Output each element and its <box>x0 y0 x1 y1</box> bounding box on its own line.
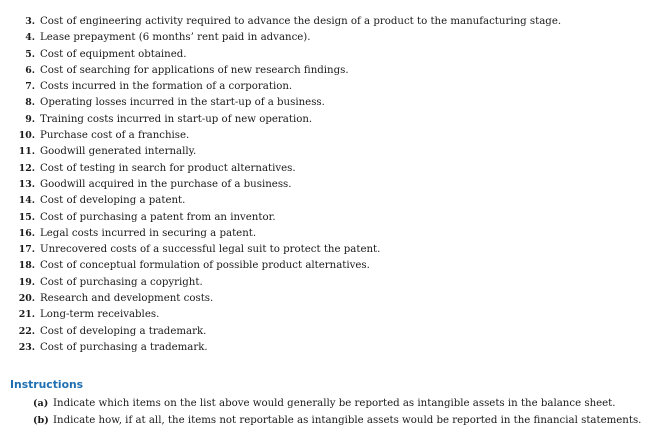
list-item <box>0 128 648 144</box>
item-text: Cost of searching for applications of new research findings. <box>40 64 349 76</box>
item-number: 10. <box>18 130 35 142</box>
list-item <box>0 95 648 111</box>
item-number: 11. <box>18 146 35 158</box>
item-number: 12. <box>18 162 35 174</box>
instruction-label: (b) <box>33 415 49 426</box>
item-text: Cost of purchasing a copyright. <box>40 276 203 288</box>
instructions-list <box>0 395 648 429</box>
item-number: 5. <box>25 48 35 60</box>
item-number: 18. <box>18 260 35 272</box>
list-item <box>0 193 648 209</box>
item-text: Goodwill generated internally. <box>40 146 197 158</box>
item-text: Long-term receivables. <box>40 309 160 321</box>
instruction-item <box>0 412 648 429</box>
item-number: 4. <box>25 32 35 44</box>
item-text: Legal costs incurred in securing a patent. <box>40 227 257 239</box>
item-number: 14. <box>18 195 35 207</box>
instruction-item <box>0 395 648 412</box>
item-text: Lease prepayment (6 months’ rent paid in advance). <box>40 32 311 44</box>
item-text: Cost of developing a trademark. <box>40 325 207 337</box>
list-item <box>0 226 648 242</box>
item-number: 21. <box>18 309 35 321</box>
item-number: 7. <box>25 81 35 93</box>
list-item <box>0 112 648 128</box>
list-item <box>0 177 648 193</box>
list-item <box>0 47 648 63</box>
item-number: 23. <box>18 341 35 353</box>
item-number: 6. <box>25 64 35 76</box>
item-text: Cost of conceptual formulation of possible product alternatives. <box>40 260 370 272</box>
item-text: Cost of purchasing a patent from an inventor. <box>40 211 276 223</box>
item-number: 16. <box>18 227 35 239</box>
list-item <box>0 340 648 356</box>
item-number: 15. <box>18 211 35 223</box>
list-item <box>0 63 648 79</box>
instructions-heading: Instructions <box>10 378 84 391</box>
item-text: Research and development costs. <box>40 293 214 305</box>
instruction-text: Indicate how, if at all, the items not reportable as intangible assets would be reported in the financial statements. <box>53 415 642 426</box>
list-item <box>0 324 648 340</box>
list-item <box>0 242 648 258</box>
list-item <box>0 307 648 323</box>
item-number: 13. <box>18 178 35 190</box>
item-text: Goodwill acquired in the purchase of a business. <box>40 178 292 190</box>
item-text: Cost of purchasing a trademark. <box>40 341 208 353</box>
item-text: Cost of engineering activity required to advance the design of a product to the manufacturing stage. <box>40 16 562 27</box>
item-text: Costs incurred in the formation of a corporation. <box>40 81 293 93</box>
list-item <box>0 144 648 160</box>
item-text: Purchase cost of a franchise. <box>40 130 190 142</box>
list-item <box>0 161 648 177</box>
list-item <box>0 275 648 291</box>
list-item <box>0 291 648 307</box>
item-number: 8. <box>25 97 35 109</box>
item-number: 19. <box>18 276 35 288</box>
item-text: Cost of testing in search for product alternatives. <box>40 162 296 174</box>
list-item <box>0 258 648 274</box>
item-text: Operating losses incurred in the start-up of a business. <box>40 97 325 109</box>
item-number: 20. <box>18 293 35 305</box>
item-text: Unrecovered costs of a successful legal suit to protect the patent. <box>40 244 381 256</box>
items-list <box>0 14 648 356</box>
instruction-text: Indicate which items on the list above would generally be reported as intangible assets in the balance sheet. <box>53 398 616 409</box>
item-text: Cost of equipment obtained. <box>40 48 187 60</box>
item-number: 22. <box>18 325 35 337</box>
item-number: 17. <box>18 244 35 256</box>
item-text: Training costs incurred in start-up of new operation. <box>40 113 313 125</box>
list-item <box>0 30 648 46</box>
list-item <box>0 14 648 30</box>
list-item <box>0 79 648 95</box>
instruction-label: (a) <box>33 398 49 409</box>
item-number: 9. <box>25 113 35 125</box>
item-number: 3. <box>25 16 35 27</box>
item-text: Cost of developing a patent. <box>40 195 186 207</box>
list-item <box>0 210 648 226</box>
